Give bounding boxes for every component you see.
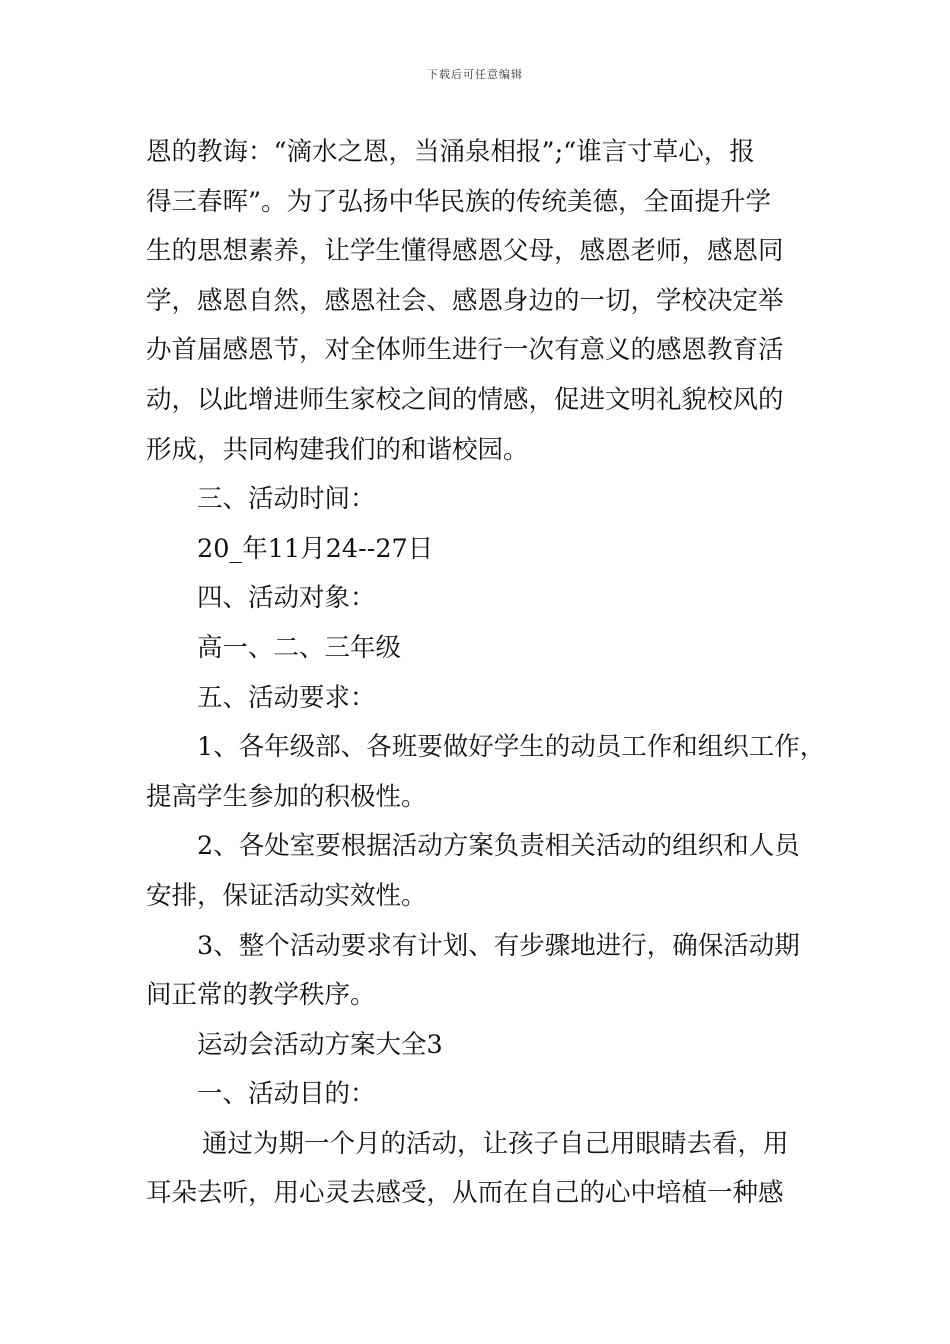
section-heading-requirements: 五、活动要求：: [197, 682, 376, 713]
requirement-item: 1、各年级部、各班要做好学生的动员工作和组织工作，: [197, 732, 826, 763]
paragraph-line: 通过为期一个月的活动，让孩子自己用眼睛去看，用: [202, 1128, 789, 1159]
paragraph-line: 耳朵去听，用心灵去感受，从而在自己的心中培植一种感: [146, 1178, 784, 1209]
requirement-item: 3、整个活动要求有计划、有步骤地进行，确保活动期: [197, 930, 800, 961]
paragraph-line: 恩的教诲：“滴水之恩，当涌泉相报”;“谁言寸草心，报: [146, 137, 755, 167]
paragraph-line: 生的思想素养，让学生懂得感恩父母，感恩老师，感恩同: [146, 236, 784, 267]
paragraph-line: 办首届感恩节，对全体师生进行一次有意义的感恩教育活: [146, 335, 784, 366]
paragraph-line: 动，以此增进师生家校之间的情感，促进文明礼貌校风的: [146, 384, 784, 415]
paragraph-line: 形成，共同构建我们的和谐校园。: [146, 434, 529, 465]
activity-date: 20_年11月24--27日: [197, 533, 434, 564]
requirement-item: 2、各处室要根据活动方案负责相关活动的组织和人员: [197, 831, 800, 862]
section-heading-time: 三、活动时间：: [197, 484, 376, 515]
document-body: [146, 128, 826, 1219]
section-title: 运动会活动方案大全3: [197, 1029, 443, 1060]
requirement-continuation: 提高学生参加的积极性。: [146, 781, 427, 812]
section-heading-purpose: 一、活动目的：: [197, 1079, 376, 1110]
section-heading-target: 四、活动对象：: [197, 583, 376, 614]
paragraph-line: 学，感恩自然，感恩社会、感恩身边的一切，学校决定举: [146, 285, 784, 316]
activity-target: 高一、二、三年级: [197, 632, 402, 663]
requirement-continuation: 安排，保证活动实效性。: [146, 880, 427, 911]
requirement-continuation: 间正常的教学秩序。: [146, 980, 376, 1011]
page-header-note: 下载后可任意编辑: [427, 68, 523, 81]
paragraph-line: 得三春晖”。为了弘扬中华民族的传统美德，全面提升学: [146, 186, 772, 217]
